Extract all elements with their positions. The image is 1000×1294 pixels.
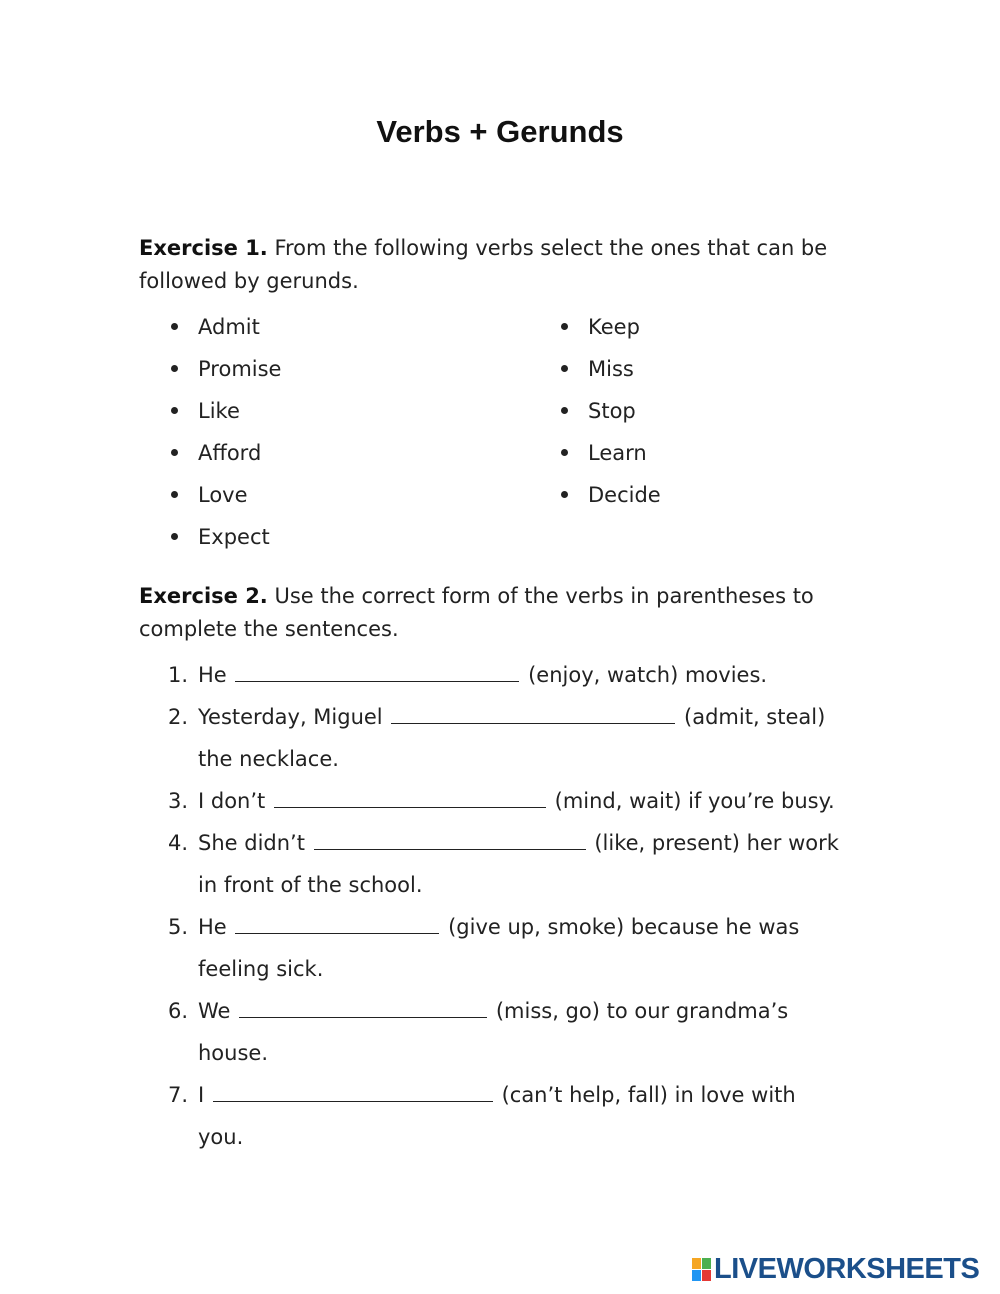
answer-blank[interactable] bbox=[239, 995, 487, 1018]
sentence-item: 5. He (give up, smoke) because he was feeling sick. bbox=[160, 906, 860, 990]
list-item: Admit bbox=[168, 306, 281, 348]
verb-list-right bbox=[558, 306, 661, 516]
bullet-icon bbox=[171, 449, 178, 456]
answer-blank[interactable] bbox=[274, 785, 546, 808]
page-title: Verbs + Gerunds bbox=[376, 114, 624, 149]
list-item: Expect bbox=[168, 516, 281, 558]
list-item: Miss bbox=[558, 348, 661, 390]
exercise-1-label: Exercise 1. bbox=[139, 236, 268, 260]
exercise-2-instructions bbox=[139, 580, 869, 646]
list-item: Learn bbox=[558, 432, 661, 474]
exercise-2-label: Exercise 2. bbox=[139, 584, 268, 608]
list-item: Like bbox=[168, 390, 281, 432]
logo-text: LIVEWORKSHEETS bbox=[714, 1252, 980, 1285]
list-item: Keep bbox=[558, 306, 661, 348]
bullet-icon bbox=[561, 365, 568, 372]
list-item: Love bbox=[168, 474, 281, 516]
exercise-1-instructions bbox=[139, 232, 869, 298]
sentence-item: 4. She didn’t (like, present) her work in front of the school. bbox=[160, 822, 860, 906]
bullet-icon bbox=[171, 533, 178, 540]
bullet-icon bbox=[561, 323, 568, 330]
list-item: Decide bbox=[558, 474, 661, 516]
bullet-icon bbox=[171, 323, 178, 330]
answer-blank[interactable] bbox=[235, 911, 439, 934]
answer-blank[interactable] bbox=[213, 1079, 493, 1102]
liveworksheets-logo[interactable] bbox=[692, 1253, 979, 1285]
sentence-item: 3. I don’t (mind, wait) if you’re busy. bbox=[160, 780, 860, 822]
bullet-icon bbox=[561, 491, 568, 498]
verb-list-left bbox=[168, 306, 281, 558]
logo-mark-icon bbox=[692, 1258, 711, 1281]
sentence-item: 1. He (enjoy, watch) movies. bbox=[160, 654, 860, 696]
bullet-icon bbox=[171, 407, 178, 414]
sentence-item: 2. Yesterday, Miguel (admit, steal) the necklace. bbox=[160, 696, 860, 780]
list-item: Promise bbox=[168, 348, 281, 390]
answer-blank[interactable] bbox=[314, 827, 586, 850]
exercise-1-text: From the following verbs select the ones that can be followed by gerunds. bbox=[139, 236, 828, 293]
answer-blank[interactable] bbox=[391, 701, 675, 724]
exercise-2-text: Use the correct form of the verbs in parentheses to complete the sentences. bbox=[139, 584, 814, 641]
sentence-list bbox=[160, 654, 860, 1158]
answer-blank[interactable] bbox=[235, 659, 519, 682]
sentence-item: 6. We (miss, go) to our grandma’s house. bbox=[160, 990, 860, 1074]
list-item: Afford bbox=[168, 432, 281, 474]
bullet-icon bbox=[561, 407, 568, 414]
bullet-icon bbox=[171, 491, 178, 498]
sentence-item: 7. I (can’t help, fall) in love with you. bbox=[160, 1074, 860, 1158]
list-item: Stop bbox=[558, 390, 661, 432]
bullet-icon bbox=[171, 365, 178, 372]
bullet-icon bbox=[561, 449, 568, 456]
